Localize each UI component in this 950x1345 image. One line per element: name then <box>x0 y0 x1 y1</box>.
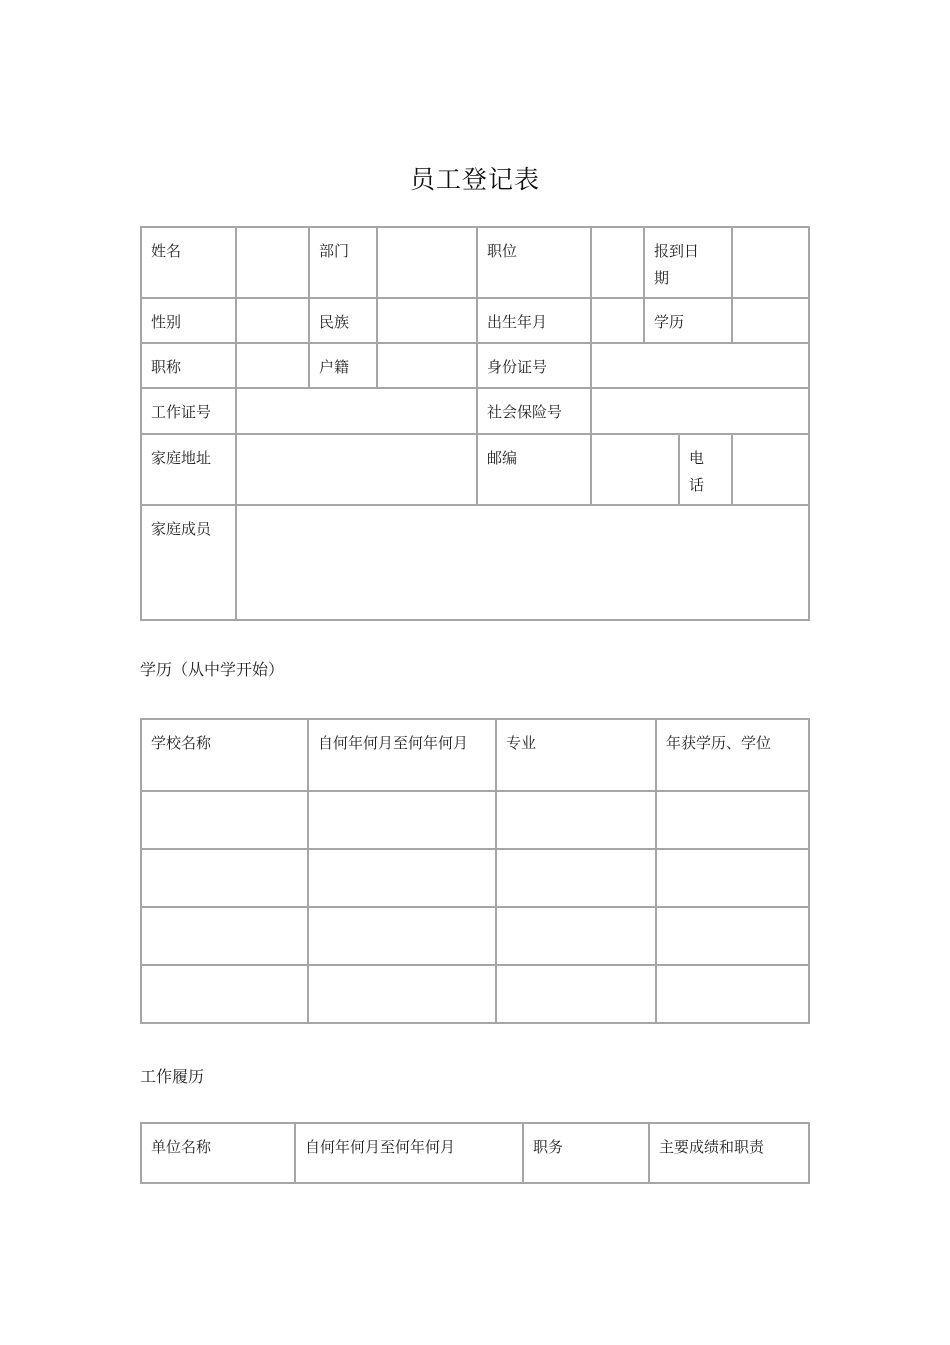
position-label: 职位 <box>477 227 591 298</box>
birth-label: 出生年月 <box>477 298 591 343</box>
table-cell[interactable] <box>141 907 308 965</box>
table-cell[interactable] <box>141 791 308 849</box>
table-row <box>141 907 809 965</box>
phone-label: 电话 <box>679 434 732 505</box>
education-section-heading: 学历（从中学开始） <box>140 660 285 679</box>
school-name-header: 学校名称 <box>141 719 308 791</box>
table-cell[interactable] <box>656 907 809 965</box>
department-value[interactable] <box>377 227 477 298</box>
company-name-header: 单位名称 <box>141 1123 295 1183</box>
education-table <box>140 718 810 1024</box>
table-cell[interactable] <box>496 907 656 965</box>
birth-value[interactable] <box>591 298 644 343</box>
address-label: 家庭地址 <box>141 434 236 505</box>
table-cell[interactable] <box>496 849 656 907</box>
name-value[interactable] <box>236 227 309 298</box>
page-title: 员工登记表 <box>409 165 540 194</box>
social-security-label: 社会保险号 <box>477 388 591 434</box>
family-label: 家庭成员 <box>141 505 236 620</box>
postcode-label: 邮编 <box>477 434 591 505</box>
report-date-label: 报到日期 <box>644 227 732 298</box>
table-row <box>141 849 809 907</box>
id-number-label: 身份证号 <box>477 343 591 388</box>
report-date-value[interactable] <box>732 227 809 298</box>
social-security-value[interactable] <box>591 388 809 434</box>
table-row <box>141 965 809 1023</box>
work-history-table <box>140 1122 810 1184</box>
education-value[interactable] <box>732 298 809 343</box>
table-cell[interactable] <box>656 965 809 1023</box>
household-value[interactable] <box>377 343 477 388</box>
table-cell[interactable] <box>308 965 496 1023</box>
name-label: 姓名 <box>141 227 236 298</box>
table-cell[interactable] <box>656 849 809 907</box>
work-permit-value[interactable] <box>236 388 477 434</box>
postcode-value[interactable] <box>591 434 679 505</box>
major-header: 专业 <box>496 719 656 791</box>
table-cell[interactable] <box>141 965 308 1023</box>
table-cell[interactable] <box>308 907 496 965</box>
work-period-header: 自何年何月至何年何月 <box>295 1123 523 1183</box>
household-label: 户籍 <box>309 343 377 388</box>
achievements-header: 主要成绩和职责 <box>649 1123 809 1183</box>
table-cell[interactable] <box>496 791 656 849</box>
phone-value[interactable] <box>732 434 809 505</box>
table-cell[interactable] <box>308 791 496 849</box>
id-number-value[interactable] <box>591 343 809 388</box>
job-title-label: 职称 <box>141 343 236 388</box>
ethnicity-label: 民族 <box>309 298 377 343</box>
position-value[interactable] <box>591 227 644 298</box>
ethnicity-value[interactable] <box>377 298 477 343</box>
gender-label: 性别 <box>141 298 236 343</box>
job-title-value[interactable] <box>236 343 309 388</box>
work-section-heading: 工作履历 <box>140 1067 205 1086</box>
employee-info-table <box>140 226 810 621</box>
degree-header: 年获学历、学位 <box>656 719 809 791</box>
table-cell[interactable] <box>656 791 809 849</box>
department-label: 部门 <box>309 227 377 298</box>
gender-value[interactable] <box>236 298 309 343</box>
work-permit-label: 工作证号 <box>141 388 236 434</box>
table-cell[interactable] <box>496 965 656 1023</box>
address-value[interactable] <box>236 434 477 505</box>
table-cell[interactable] <box>141 849 308 907</box>
edu-period-header: 自何年何月至何年何月 <box>308 719 496 791</box>
family-value[interactable] <box>236 505 809 620</box>
table-row <box>141 791 809 849</box>
duty-header: 职务 <box>523 1123 649 1183</box>
education-label: 学历 <box>644 298 732 343</box>
table-cell[interactable] <box>308 849 496 907</box>
